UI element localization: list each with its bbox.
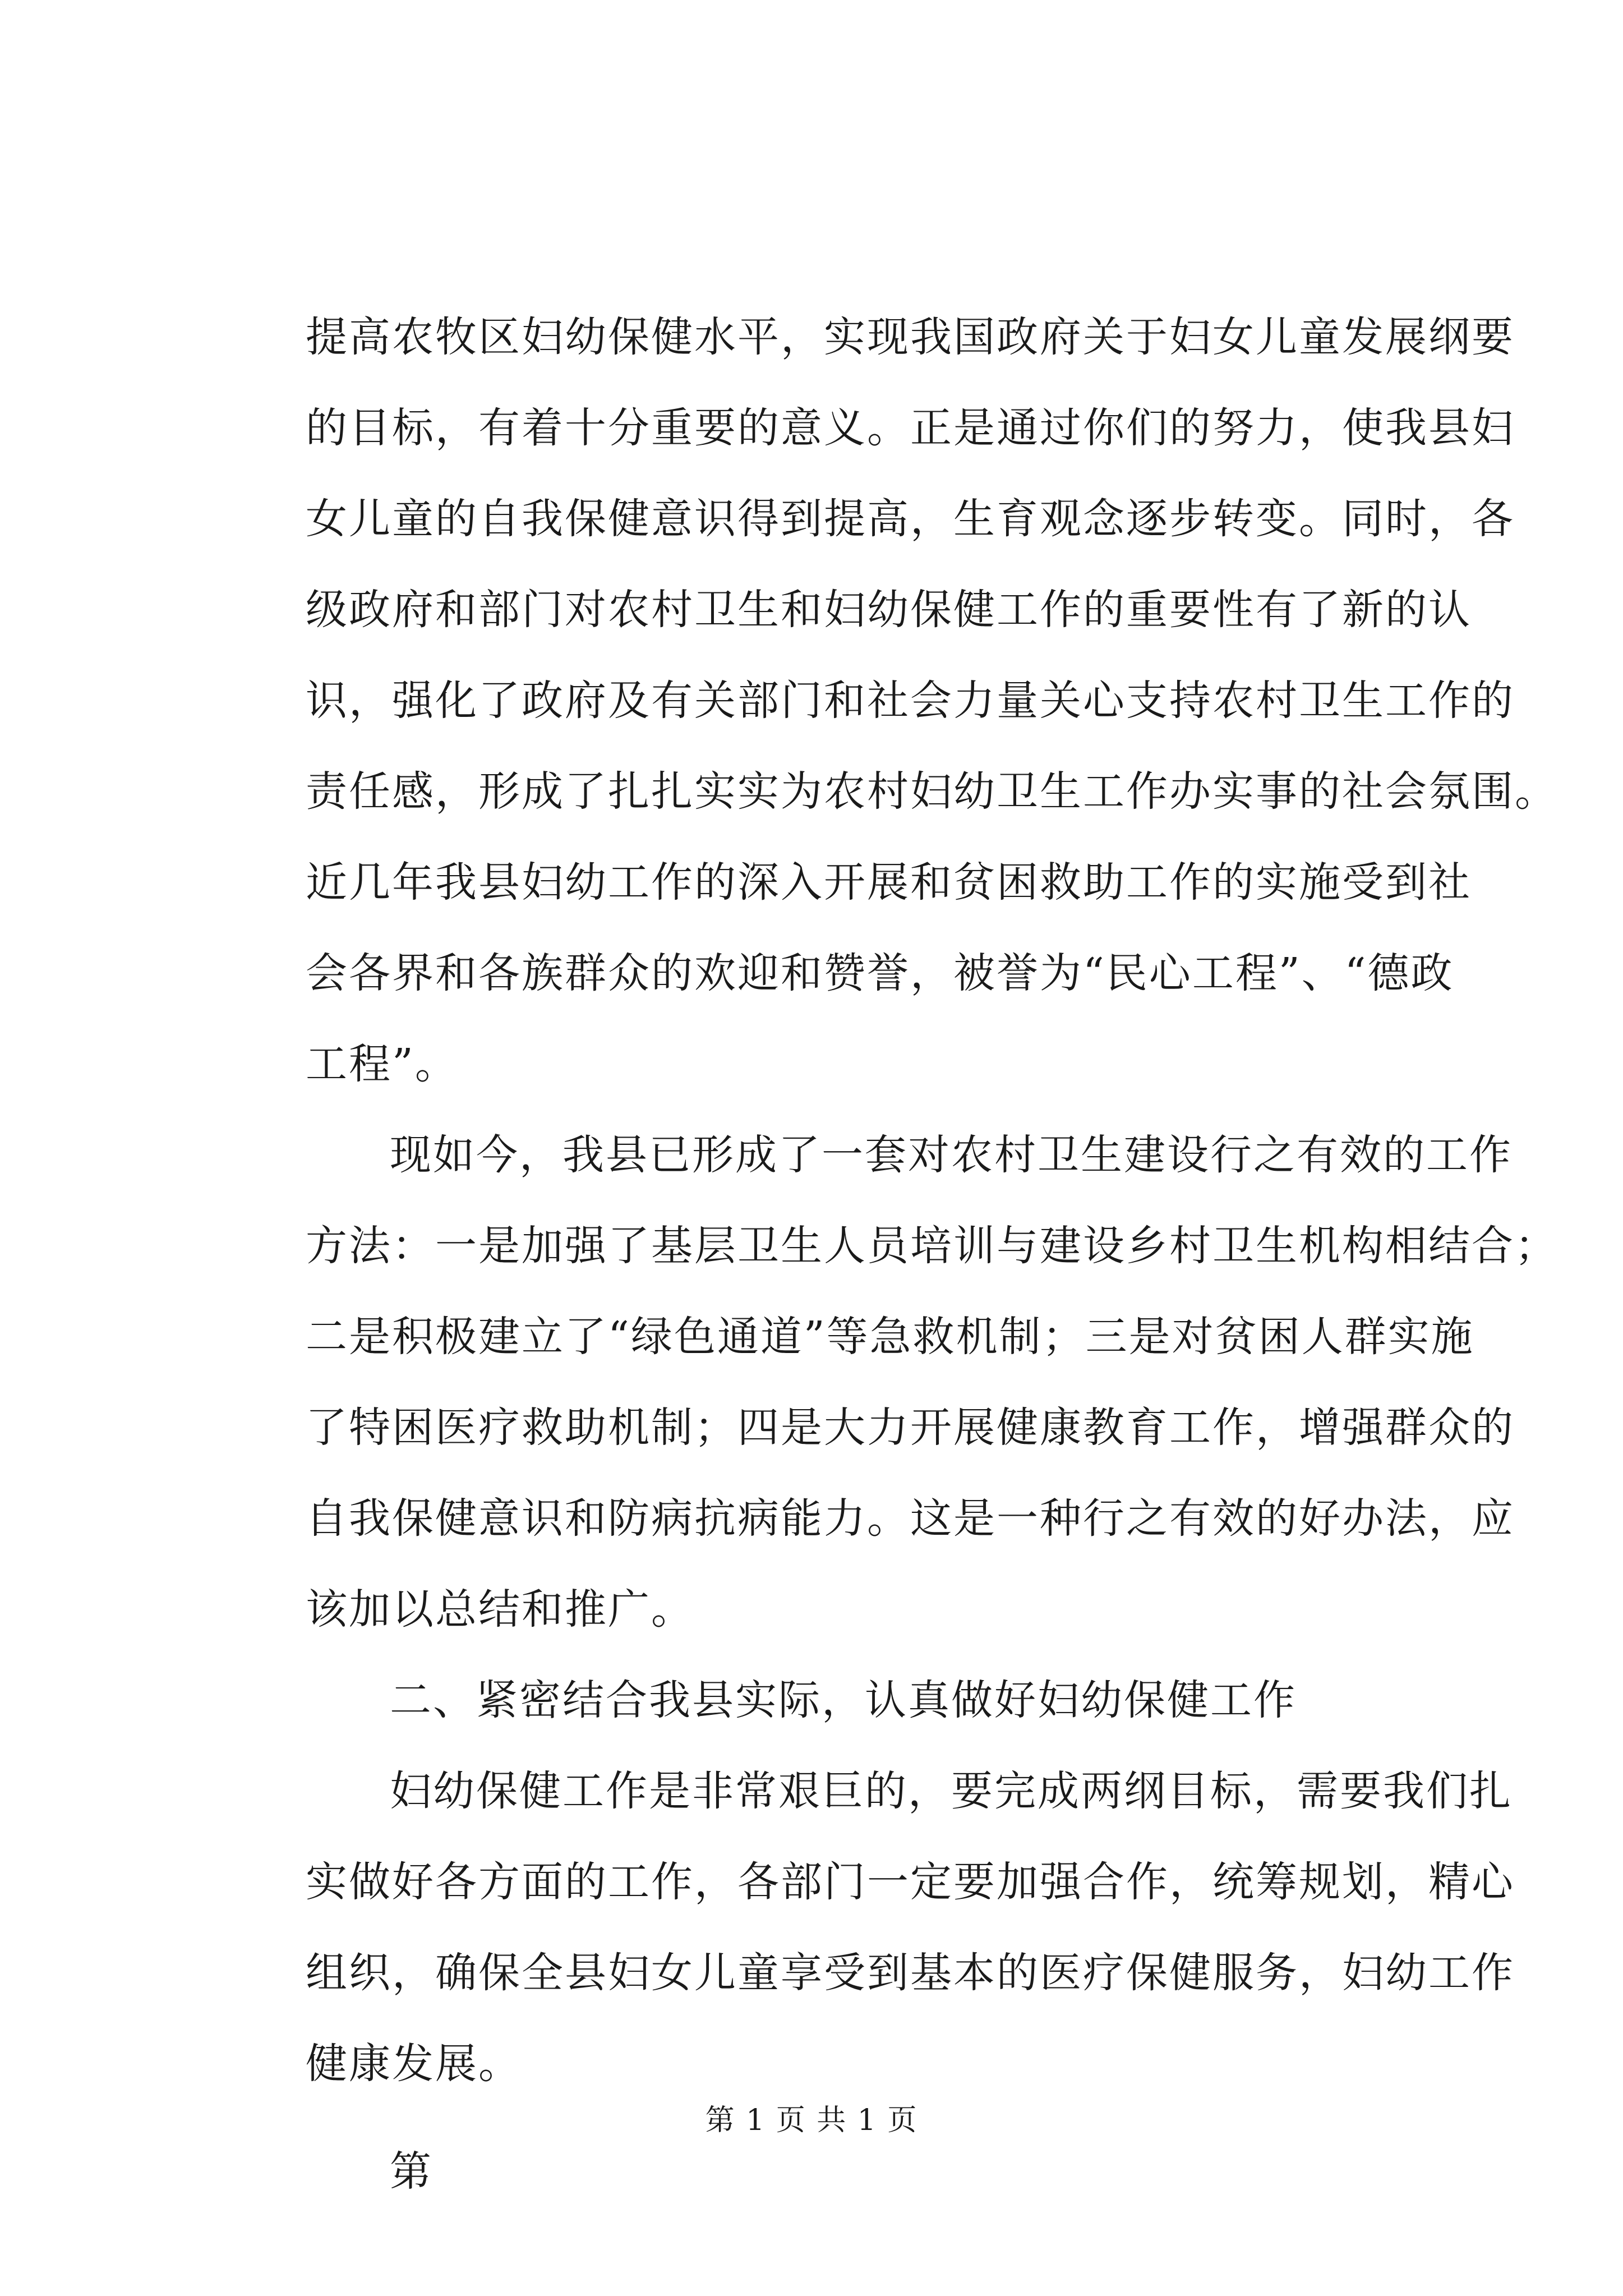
text-line: 责任感，形成了扎扎实实为农村妇幼卫生工作办实事的社会氛围。 [306,767,1558,816]
text-line: 会各界和各族群众的欢迎和赞誉，被誉为“民心工程”、“德政 [306,949,1454,997]
text-line: 级政府和部门对农村卫生和妇幼保健工作的重要性有了新的认 [306,586,1472,634]
document-body [306,292,1558,2217]
paragraph-start-line: 现如今，我县已形成了一套对农村卫生建设行之有效的工作 [390,1131,1513,1179]
section-heading: 二、紧密结合我县实际，认真做好妇幼保健工作 [390,1676,1297,1724]
text-line: 自我保健意识和防病抗病能力。这是一种行之有效的好办法，应 [306,1494,1515,1543]
text-line: 方法：一是加强了基层卫生人员培训与建设乡村卫生机构相结合； [306,1222,1558,1270]
text-line: 组织，确保全县妇女儿童享受到基本的医疗保健服务，妇幼工作 [306,1949,1515,1997]
text-line: 实做好各方面的工作，各部门一定要加强合作，统筹规划，精心 [306,1858,1515,1906]
text-line: 女儿童的自我保健意识得到提高，生育观念逐步转变。同时，各 [306,495,1515,543]
text-line: 了特困医疗救助机制；四是大力开展健康教育工作，增强群众的 [306,1404,1515,1452]
text-line: 工程”。 [306,1040,458,1088]
text-line: 健康发展。 [306,2040,522,2088]
page-footer: 第 1 页 共 1 页 [705,2104,918,2137]
text-line: 近几年我县妇幼工作的深入开展和贫困救助工作的实施受到社 [306,858,1472,907]
paragraph-start-line: 第 [390,2147,433,2196]
text-line: 该加以总结和推广。 [306,1585,694,1634]
text-line: 的目标，有着十分重要的意义。正是通过你们的努力，使我县妇 [306,404,1515,452]
text-line: 二是积极建立了“绿色通道”等急救机制；三是对贫困人群实施 [306,1313,1474,1361]
text-line: 识，强化了政府及有关部门和社会力量关心支持农村卫生工作的 [306,677,1515,725]
paragraph-start-line: 妇幼保健工作是非常艰巨的，要完成两纲目标，需要我们扎 [390,1767,1513,1815]
text-line: 提高农牧区妇幼保健水平，实现我国政府关于妇女儿童发展纲要 [306,313,1515,361]
